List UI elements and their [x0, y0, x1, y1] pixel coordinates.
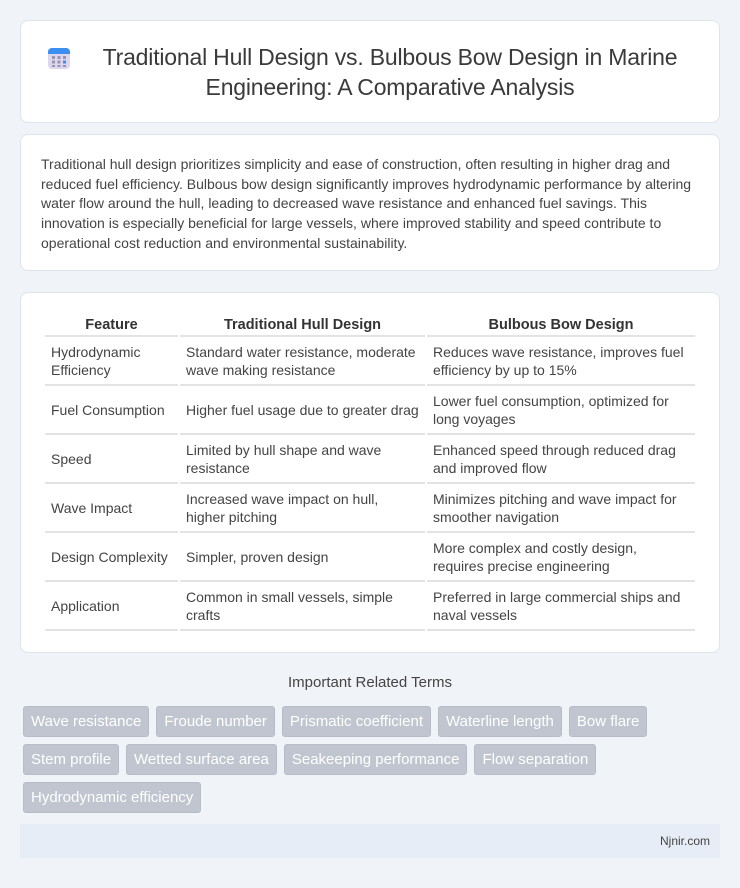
title-card [20, 20, 720, 123]
term-tag[interactable]: Wave resistance [23, 706, 149, 737]
intro-card [20, 134, 720, 271]
intro-paragraph: Traditional hull design prioritizes simplicity and ease of construction, often resulting in higher drag and reduced fuel efficiency. Bulbous bow design significantly improves hydrodynamic performance by altering water flow around the hull, leading to decreased wave resistance and enhanced fuel savings. This innovation is especially beneficial for large vessels, where improved stability and speed contribute to operational cost reduction and environmental sustainability. [41, 156, 692, 251]
traditional-cell: Increased wave impact on hull, higher pitching [180, 484, 425, 533]
feature-cell: Wave Impact [45, 484, 178, 533]
term-tag[interactable]: Seakeeping performance [284, 744, 468, 775]
feature-cell: Speed [45, 435, 178, 484]
page-title: Traditional Hull Design vs. Bulbous Bow Design in Marine Engineering: A Comparative Analysis [102, 43, 678, 100]
feature-cell: Application [45, 582, 178, 631]
feature-cell: Hydrodynamic Efficiency [45, 337, 178, 386]
term-tag[interactable]: Froude number [156, 706, 275, 737]
table-row [45, 435, 695, 484]
traditional-cell: Higher fuel usage due to greater drag [180, 386, 425, 435]
term-tag[interactable]: Bow flare [569, 706, 648, 737]
term-tag[interactable]: Flow separation [474, 744, 596, 775]
traditional-cell: Common in small vessels, simple crafts [180, 582, 425, 631]
traditional-cell: Standard water resistance, moderate wave making resistance [180, 337, 425, 386]
table-row [45, 533, 695, 582]
bulbous-cell: Preferred in large commercial ships and naval vessels [427, 582, 695, 631]
table-row [45, 386, 695, 435]
feature-cell: Fuel Consumption [45, 386, 178, 435]
calendar-icon [47, 46, 71, 70]
bulbous-cell: Minimizes pitching and wave impact for smoother navigation [427, 484, 695, 533]
column-header-traditional: Traditional Hull Design [180, 313, 425, 337]
column-header-feature: Feature [45, 313, 178, 337]
column-header-bulbous: Bulbous Bow Design [427, 313, 695, 337]
traditional-cell: Simpler, proven design [180, 533, 425, 582]
table-row [45, 582, 695, 631]
footer [20, 824, 720, 858]
traditional-cell: Limited by hull shape and wave resistance [180, 435, 425, 484]
footer-site-link[interactable]: Njnir.com [659, 834, 710, 848]
bulbous-cell: Reduces wave resistance, improves fuel efficiency by up to 15% [427, 337, 695, 386]
comparison-table-card [20, 292, 720, 653]
term-tag[interactable]: Hydrodynamic efficiency [23, 782, 201, 813]
table-row [45, 484, 695, 533]
term-tag[interactable]: Waterline length [438, 706, 562, 737]
bulbous-cell: Enhanced speed through reduced drag and improved flow [427, 435, 695, 484]
bulbous-cell: Lower fuel consumption, optimized for long voyages [427, 386, 695, 435]
term-tag[interactable]: Prismatic coefficient [282, 706, 431, 737]
feature-cell: Design Complexity [45, 533, 178, 582]
term-tag[interactable]: Wetted surface area [126, 744, 277, 775]
table-row [45, 337, 695, 386]
comparison-table [43, 313, 697, 631]
related-terms-list [23, 706, 713, 813]
table-header-row [45, 313, 695, 337]
term-tag[interactable]: Stem profile [23, 744, 119, 775]
related-terms-heading: Important Related Terms [288, 674, 452, 691]
bulbous-cell: More complex and costly design, requires precise engineering [427, 533, 695, 582]
